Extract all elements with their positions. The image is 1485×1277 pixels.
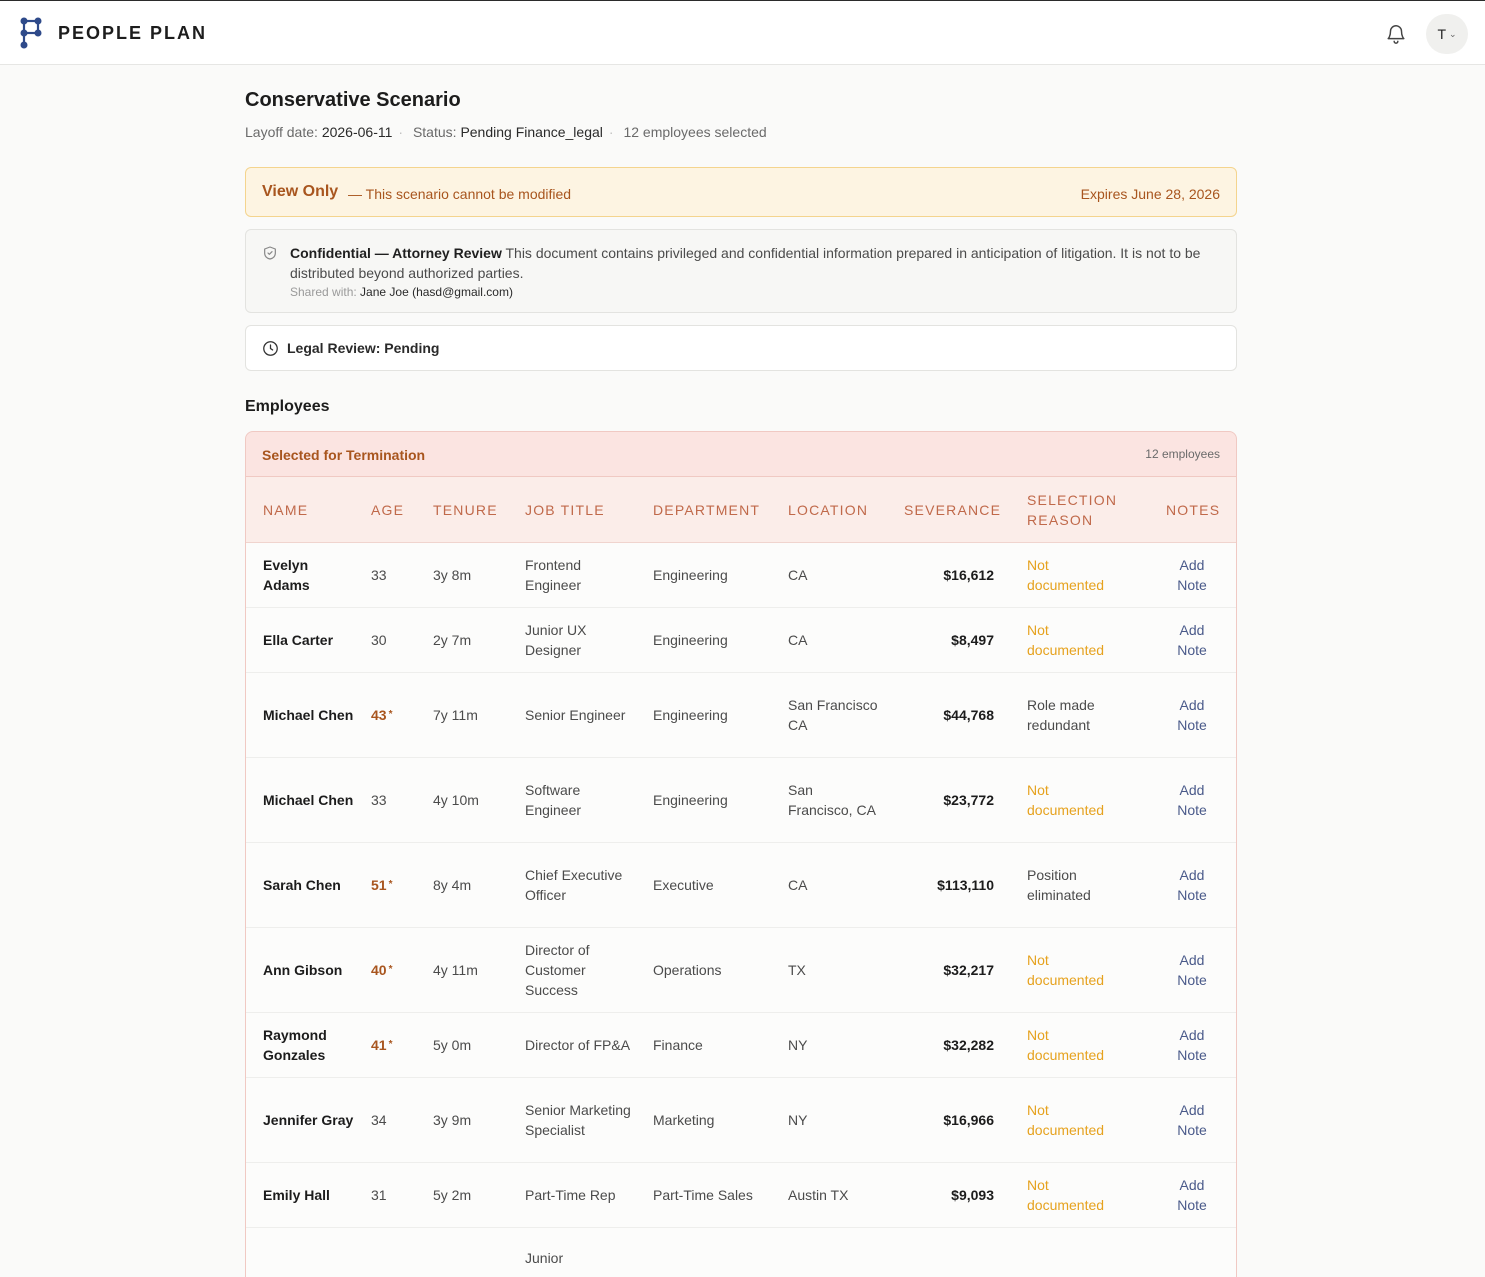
col-name[interactable]: NAME	[263, 502, 309, 518]
cell-selection-reason: Not documented	[1027, 782, 1105, 818]
col-job-title[interactable]: JOB TITLE	[525, 502, 605, 518]
add-note-link[interactable]: Add Note	[1177, 622, 1207, 658]
cell-name: Ann Gibson	[263, 962, 343, 978]
cell-location: CA	[788, 567, 808, 583]
cell-severance: $16,966	[943, 1112, 994, 1128]
shared-with-label: Shared with:	[290, 285, 357, 299]
cell-department: Part-Time Sales	[653, 1187, 753, 1203]
user-menu-button[interactable]	[1426, 14, 1468, 54]
cell-department: Engineering	[653, 707, 728, 723]
cell-name: Evelyn Adams	[263, 557, 310, 593]
table-row[interactable]	[246, 1078, 1236, 1163]
table-row[interactable]	[246, 928, 1236, 1013]
termination-count: 12 employees	[1145, 447, 1220, 461]
cell-age: 33	[371, 792, 387, 808]
cell-age: 41 *	[371, 1037, 393, 1053]
cell-selection-reason: Not documented	[1027, 557, 1105, 593]
age-flag-marker: *	[388, 709, 393, 720]
col-notes[interactable]: NOTES	[1166, 502, 1221, 518]
page-title: Conservative Scenario	[245, 89, 461, 111]
view-only-title: View Only	[262, 183, 339, 200]
add-note-link[interactable]: Add Note	[1177, 867, 1207, 903]
cell-job-title: Senior Marketing Specialist	[525, 1102, 631, 1138]
cell-age: 30	[371, 632, 387, 648]
cell-job-title: Frontend Engineer	[525, 557, 582, 593]
age-flag-marker: *	[388, 1039, 393, 1050]
age-flag-marker: *	[388, 964, 393, 975]
table-row[interactable]	[246, 673, 1236, 758]
cell-tenure: 2y 7m	[433, 632, 472, 648]
people-plan-logo-icon[interactable]	[19, 16, 43, 50]
cell-age: 31	[371, 1187, 387, 1203]
avatar-initial: T	[1437, 26, 1446, 42]
add-note-link[interactable]: Add Note	[1177, 697, 1207, 733]
shared-with-value: Jane Joe (hasd@gmail.com)	[360, 285, 513, 299]
cell-job-title: Chief Executive Officer	[525, 867, 623, 903]
table-row[interactable]	[246, 843, 1236, 928]
view-only-banner	[245, 167, 1237, 217]
cell-tenure: 4y 10m	[433, 792, 479, 808]
cell-name: Raymond Gonzales	[263, 1027, 327, 1063]
table-header	[246, 477, 1236, 543]
cell-tenure: 7y 11m	[433, 707, 478, 723]
employees-heading: Employees	[245, 398, 330, 415]
cell-severance: $44,768	[943, 707, 994, 723]
col-selection-reason[interactable]: SELECTION REASON	[1027, 492, 1118, 528]
cell-tenure: 3y 9m	[433, 1112, 472, 1128]
chevron-down-icon: ⌄	[1449, 28, 1457, 39]
cell-name: Jennifer Gray	[263, 1112, 354, 1128]
layoff-date-label: Layoff date:	[245, 124, 318, 140]
cell-age: 40 *	[371, 962, 393, 978]
cell-job-title: Junior UX Designer	[525, 622, 587, 658]
clock-icon	[262, 340, 279, 357]
cell-severance: $9,093	[951, 1187, 994, 1203]
shield-check-icon	[262, 245, 278, 261]
cell-severance: $113,110	[937, 877, 994, 893]
col-tenure[interactable]: TENURE	[433, 502, 498, 518]
status-value: Pending Finance_legal	[460, 124, 603, 140]
cell-selection-reason: Role made redundant	[1027, 697, 1095, 733]
table-row[interactable]	[246, 1228, 1236, 1277]
cell-tenure: 5y 0m	[433, 1037, 472, 1053]
cell-name: Ella Carter	[263, 632, 334, 648]
cell-department: Operations	[653, 962, 722, 978]
employees-table	[245, 477, 1237, 1277]
legal-review-text: Legal Review: Pending	[287, 340, 440, 356]
view-only-subtitle: — This scenario cannot be modified	[348, 186, 572, 202]
table-row[interactable]	[246, 1013, 1236, 1078]
cell-selection-reason: Not documented	[1027, 622, 1105, 658]
layoff-date: 2026-06-11	[321, 124, 393, 140]
cell-department: Engineering	[653, 632, 728, 648]
cell-job-title: Senior Engineer	[525, 707, 626, 723]
confidential-text	[290, 243, 1222, 283]
termination-title: Selected for Termination	[262, 447, 426, 463]
cell-department: Finance	[653, 1037, 703, 1053]
scenario-meta: Layoff date: 2026-06-11 · Status: Pending Finance_legal · 12 employees selected	[245, 124, 767, 140]
col-severance[interactable]: SEVERANCE	[904, 502, 1002, 518]
cell-severance: $32,282	[943, 1037, 994, 1053]
add-note-link[interactable]: Add Note	[1177, 1177, 1207, 1213]
cell-tenure: 5y 2m	[433, 1187, 472, 1203]
add-note-link[interactable]: Add Note	[1177, 1102, 1207, 1138]
cell-department: Engineering	[653, 792, 728, 808]
col-location[interactable]: LOCATION	[788, 502, 869, 518]
cell-job-title: Part-Time Rep	[525, 1187, 616, 1203]
cell-location: San Francisco, CA	[788, 782, 876, 818]
cell-selection-reason: Not documented	[1027, 1177, 1105, 1213]
cell-department: Executive	[653, 877, 714, 893]
cell-severance: $8,497	[951, 632, 994, 648]
cell-name: Michael Chen	[263, 707, 354, 723]
table-row[interactable]	[246, 543, 1236, 608]
cell-job-title: Junior	[525, 1250, 564, 1266]
col-age[interactable]: AGE	[371, 502, 405, 518]
cell-name: Emily Hall	[263, 1187, 330, 1203]
cell-selection-reason: Not documented	[1027, 1102, 1105, 1138]
cell-age: 33	[371, 567, 387, 583]
cell-department: Engineering	[653, 567, 728, 583]
cell-age: 34	[371, 1112, 387, 1128]
col-department[interactable]: DEPARTMENT	[653, 502, 761, 518]
cell-age: 51 *	[371, 877, 393, 893]
cell-selection-reason: Position eliminated	[1027, 867, 1091, 903]
cell-location: NY	[788, 1112, 808, 1128]
cell-tenure: 4y 11m	[433, 962, 478, 978]
selected-count: 12 employees selected	[623, 124, 767, 140]
top-bar	[0, 0, 1485, 65]
termination-header	[245, 431, 1237, 477]
table-row[interactable]	[246, 1163, 1236, 1228]
cell-tenure: 8y 4m	[433, 877, 472, 893]
cell-location: CA	[788, 632, 808, 648]
confidential-notice	[245, 229, 1237, 313]
cell-tenure: 3y 8m	[433, 567, 472, 583]
cell-location: TX	[788, 962, 806, 978]
cell-severance: $32,217	[943, 962, 994, 978]
add-note-link[interactable]: Add Note	[1177, 1027, 1207, 1063]
shared-with	[290, 285, 513, 299]
confidential-body: This document contains privileged and confidential information prepared in anticipation of litigation. It is not to be distributed beyond authorized parties.	[290, 245, 1201, 281]
cell-location: San Francisco CA	[788, 697, 878, 733]
cell-severance: $23,772	[943, 792, 994, 808]
table-row[interactable]	[246, 758, 1236, 843]
age-flag-marker: *	[388, 879, 393, 890]
cell-selection-reason: Not documented	[1027, 952, 1105, 988]
cell-department: Marketing	[653, 1112, 715, 1128]
cell-job-title: Director of Customer Success	[525, 942, 590, 998]
cell-severance: $16,612	[943, 567, 994, 583]
table-body	[246, 543, 1236, 1277]
cell-name: Sarah Chen	[263, 877, 341, 893]
add-note-link[interactable]: Add Note	[1177, 782, 1207, 818]
legal-review-status	[245, 325, 1237, 371]
add-note-link[interactable]: Add Note	[1177, 557, 1207, 593]
confidential-heading: Confidential — Attorney Review	[290, 245, 502, 261]
cell-selection-reason: Not documented	[1027, 1027, 1105, 1063]
cell-location: CA	[788, 877, 808, 893]
table-row[interactable]	[246, 608, 1236, 673]
expiry-date: Expires June 28, 2026	[1080, 186, 1220, 202]
cell-age: 43 *	[371, 707, 393, 723]
add-note-link[interactable]: Add Note	[1177, 952, 1207, 988]
cell-name: Michael Chen	[263, 792, 354, 808]
cell-location: Austin TX	[788, 1187, 849, 1203]
status-label: Status:	[412, 124, 457, 140]
cell-job-title: Software Engineer	[525, 782, 582, 818]
cell-job-title: Director of FP&A	[525, 1037, 631, 1053]
brand-name: PEOPLE PLAN	[58, 23, 208, 43]
bell-icon[interactable]	[1385, 23, 1407, 45]
cell-location: NY	[788, 1037, 808, 1053]
